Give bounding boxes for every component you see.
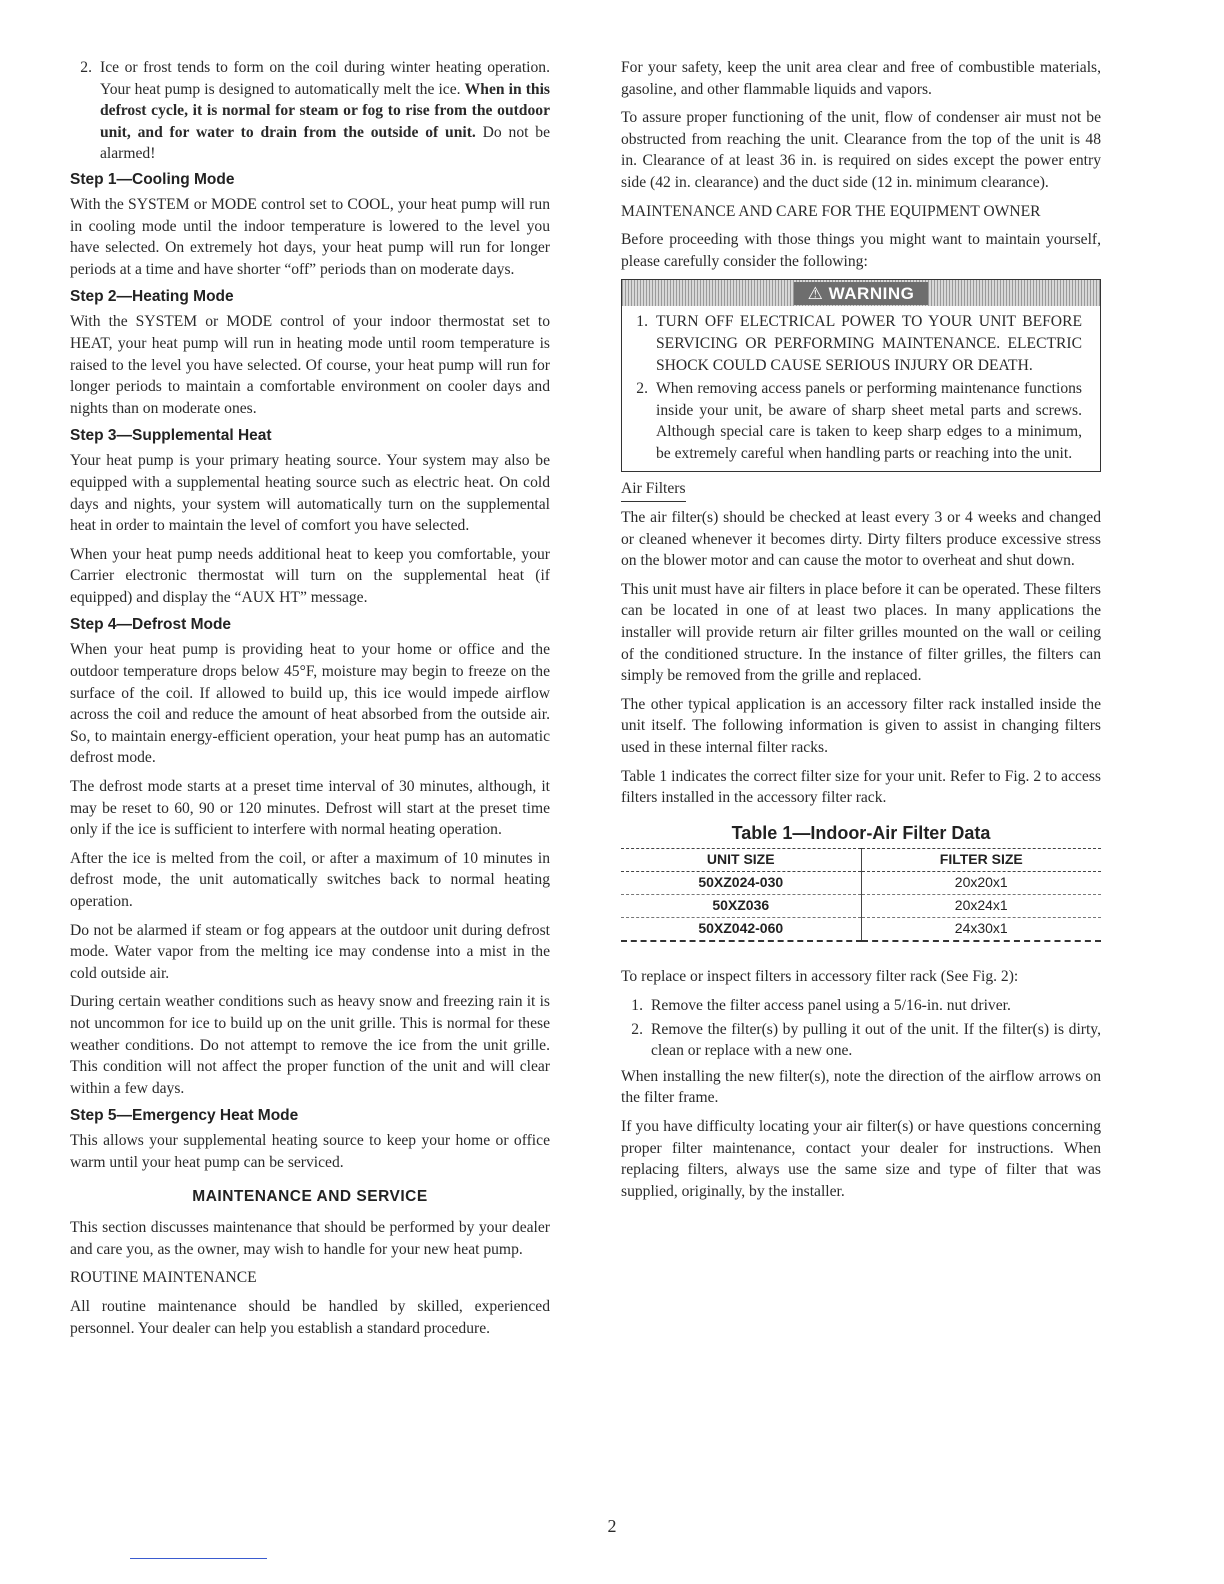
routine-paragraph: All routine maintenance should be handled by skilled, experienced personnel. Your dealer can help you establish a standard procedure. — [70, 1297, 550, 1337]
step4-heading: Step 4—Defrost Mode — [70, 616, 232, 634]
step1-heading: Step 1—Cooling Mode — [70, 170, 235, 188]
filters-paragraph-1: The air filter(s) should be checked at least every 3 or 4 weeks and changed or cleaned whenever it becomes dirty. Dirty filters produce excessive stress on the blower motor and can cause the motor to overheat and shut down. — [621, 509, 1101, 570]
warning-triangle-icon: ⚠ — [807, 283, 824, 303]
filter-size-cell: 24x30x1 — [861, 918, 1101, 942]
air-filters-heading-wrap — [621, 478, 1101, 508]
step5-paragraph: This allows your supplemental heating source to keep your home or office warm until your heat pump can be serviced. — [70, 1132, 550, 1171]
step4-paragraph-2: The defrost mode starts at a preset time interval of 30 minutes, although, it may be reset to 60, 90 or 120 minutes. Defrost will start at the preset time only if the ice is sufficient to interfere with normal heating operation. — [70, 778, 550, 839]
step2-paragraph: With the SYSTEM or MODE control of your indoor thermostat set to HEAT, your heat pump will run in heating mode until room temperature is raised to the level you have selected. Of course, your heat pump will run for longer periods to maintain a comfortable environment on cooler days and nights than on moderate ones. — [70, 313, 550, 417]
warning-label: WARNING — [828, 283, 915, 303]
maintenance-heading: MAINTENANCE AND SERVICE — [192, 1187, 428, 1205]
replace-step — [621, 1019, 1101, 1062]
warning-body — [622, 306, 1100, 470]
clearance-paragraph: To assure proper functioning of the unit, flow of condenser air must not be obstructed from reaching the unit. Clearance from the top of the unit is 48 in. Clearance of at least 36 in. is required on sides except the power entry side (42 in. clearance) and the duct side (12 in. minimum clearance). — [621, 109, 1101, 191]
filters-paragraph-2: This unit must have air filters in place before it can be operated. These filters can be located in one of at least two places. In many applications the installer will provide return air filter grilles mounted on the wall or ceiling of the conditioned structure. In the instance of filter grilles, the filters can simply be removed from the grille and replaced. — [621, 580, 1101, 685]
step5-heading: Step 5—Emergency Heat Mode — [70, 1107, 299, 1125]
column-header: UNIT SIZE — [621, 849, 861, 872]
left-column — [70, 57, 550, 1346]
warning-header — [622, 280, 1100, 306]
list-number: 2. — [80, 59, 92, 76]
replace-step-text: Remove the filter(s) by pulling it out of the unit. If the filter(s) is dirty, clean or replace with a new one. — [651, 1020, 1101, 1060]
table-row — [621, 918, 1101, 942]
list-number: 2. — [636, 380, 648, 398]
replace-intro: To replace or inspect filters in accessory filter rack (See Fig. 2): — [621, 968, 1019, 986]
column-header: FILTER SIZE — [861, 849, 1101, 872]
step3-heading: Step 3—Supplemental Heat — [70, 427, 272, 445]
step4-paragraph-4: Do not be alarmed if steam or fog appears at the outdoor unit during defrost mode. Water vapor from the melting ice may condense into a mist in the cold outside air. — [70, 921, 550, 982]
step2-heading: Step 2—Heating Mode — [70, 288, 234, 306]
step3-paragraph-2: When your heat pump needs additional heat to keep you comfortable, your Carrier electronic thermostat will turn on the supplemental heat (if equipped) and display the “AUX HT” message. — [70, 545, 550, 606]
unit-size-cell: 50XZ042-060 — [621, 918, 861, 942]
defrost-note-text: Ice or frost tends to form on the coil during winter heating operation. Your heat pump is designed to automatically melt the ice. — [100, 59, 550, 98]
filter-size-cell: 20x20x1 — [861, 872, 1101, 895]
table-row — [621, 895, 1101, 918]
warning-item-text: When removing access panels or performing maintenance functions inside your unit, be aware of sharp sheet metal parts and screws. Although special care is taken to keep sharp edges to a minimum, be extremely careful when handling parts or reaching into the unit. — [656, 380, 1082, 462]
filters-paragraph-3: The other typical application is an accessory filter rack installed inside the unit itself. The following information is given to assist in changing filters used in these internal filter racks. — [621, 695, 1101, 757]
defrost-note — [70, 57, 550, 165]
care-heading: MAINTENANCE AND CARE FOR THE EQUIPMENT OWNER — [621, 202, 1041, 220]
filter-size-cell: 20x24x1 — [861, 895, 1101, 918]
step1-paragraph: With the SYSTEM or MODE control set to COOL, your heat pump will run in cooling mode until the indoor temperature is lowered to the level you have selected. On extremely hot days, your heat pump will run for longer periods at a time and have shorter “off” periods than on moderate days. — [70, 195, 550, 278]
care-paragraph: Before proceeding with those things you might want to maintain yourself, please carefully consider the following: — [621, 231, 1101, 270]
footer-rule — [130, 1558, 267, 1559]
unit-size-cell: 50XZ036 — [621, 895, 861, 918]
right-column — [621, 57, 1101, 1209]
replace-step — [621, 995, 1101, 1017]
step4-paragraph-3: After the ice is melted from the coil, or after a maximum of 10 minutes in defrost mode, the unit automatically switches back to normal heating operation. — [70, 849, 550, 910]
warning-item — [628, 378, 1082, 464]
safety-paragraph: For your safety, keep the unit area clear and free of combustible materials, gasoline, and other flammable liquids and vapors. — [621, 59, 1101, 98]
air-filters-heading: Air Filters — [621, 478, 686, 503]
filters-paragraph-4: Table 1 indicates the correct filter size for your unit. Refer to Fig. 2 to access filters installed in the accessory filter rack. — [621, 767, 1101, 807]
defrost-note-end: Do not be alarmed! — [100, 123, 550, 163]
step3-paragraph-1: Your heat pump is your primary heating source. Your system may also be equipped with a supplemental heating source such as electric heat. On cold days and nights, your system will automatically turn on the supplemental heat in order to maintain the level of comfort you have selected. — [70, 452, 550, 535]
filters-paragraph-7: If you have difficulty locating your air filter(s) or have questions concerning proper filter maintenance, contact your dealer for instructions. When replacing filters, always use the same size and type of filter that was supplied, originally, by the installer. — [621, 1117, 1101, 1200]
page-number: 2 — [607, 1516, 617, 1536]
table-row — [621, 872, 1101, 895]
warning-box — [621, 279, 1101, 471]
maintenance-paragraph: This section discusses maintenance that should be performed by your dealer and care you, as the owner, may wish to handle for your new heat pump. — [70, 1219, 550, 1258]
step4-paragraph-1: When your heat pump is providing heat to your home or office and the outdoor temperature drops below 45°F, moisture may begin to freeze on the surface of the coil. If allowed to build up, this ice would impede airflow across the coil and reduce the amount of heat absorbed from the outside air. So, to maintain energy-efficient operation, your heat pump has an automatic defrost mode. — [70, 641, 550, 767]
list-number: 2. — [631, 1020, 643, 1038]
warning-item-text: TURN OFF ELECTRICAL POWER TO YOUR UNIT BEFORE SERVICING OR PERFORMING MAINTENANCE. ELECTRIC SHOCK COULD CAUSE SERIOUS INJURY OR DEATH. — [656, 313, 1082, 374]
step4-paragraph-5: During certain weather conditions such as heavy snow and freezing rain it is not uncommon for ice to build up on the unit grille. This is normal for these weather conditions. Do not attempt to remove the ice from the unit grille. This condition will not affect the proper function of the unit and will clear within a few days. — [70, 993, 550, 1097]
filter-table — [621, 848, 1101, 942]
defrost-note-bold: When in this defrost cycle, it is normal for steam or fog to rise from the outdoor unit, and for water to drain from the outside of unit. — [100, 80, 551, 141]
routine-heading: ROUTINE MAINTENANCE — [70, 1269, 257, 1287]
unit-size-cell: 50XZ024-030 — [621, 872, 861, 895]
list-number: 1. — [636, 313, 648, 331]
list-number: 1. — [631, 997, 643, 1014]
table-header-row — [621, 849, 1101, 872]
filters-paragraph-6: When installing the new filter(s), note the direction of the airflow arrows on the filter frame. — [621, 1067, 1101, 1107]
table-title: Table 1—Indoor-Air Filter Data — [731, 822, 991, 843]
replace-step-text: Remove the filter access panel using a 5/16-in. nut driver. — [651, 997, 1011, 1014]
warning-item — [628, 311, 1082, 376]
